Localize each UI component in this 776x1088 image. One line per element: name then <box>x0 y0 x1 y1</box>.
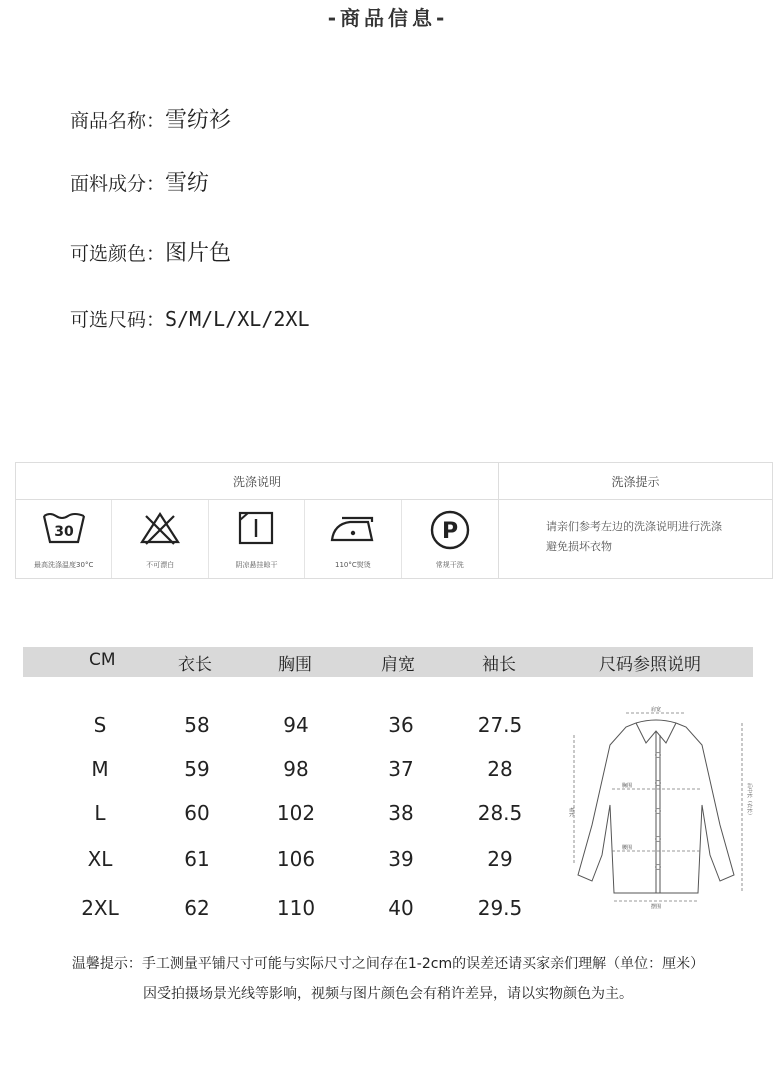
size-cell: 94 <box>283 713 309 737</box>
wash-30-icon <box>42 510 86 546</box>
page-title: -商品信息- <box>327 6 449 30</box>
header-shoulder: 肩宽 <box>381 655 415 675</box>
note-color: 因受拍摄场景光线等影响，视频与图片颜色会有稍许差异，请以实物颜色为主。 <box>143 986 633 1002</box>
size-cell: 40 <box>388 896 414 920</box>
care-cell <box>112 500 208 578</box>
care-cell <box>16 500 112 578</box>
size-cell: 27.5 <box>477 713 523 737</box>
info-row-size <box>70 305 310 332</box>
care-header-instructions: 洗涤说明 <box>16 463 499 500</box>
diagram-label-chest: 胸围 <box>622 783 633 789</box>
shirt-measurement-diagram <box>566 705 756 910</box>
size-cell: L <box>94 801 106 825</box>
diagram-label-sleeve: 袖长 <box>568 807 574 818</box>
size-table-header <box>23 647 753 677</box>
diagram-label-waist: 腰围 <box>622 845 633 851</box>
diagram-label-hem: 摆围 <box>650 904 662 910</box>
info-label: 面料成分： <box>70 173 166 195</box>
care-icons-row <box>16 500 499 578</box>
care-cell <box>402 500 498 578</box>
care-tip-line2: 避免损坏衣物 <box>546 540 612 553</box>
size-cell: 38 <box>388 801 414 825</box>
header-length: 衣长 <box>178 655 212 675</box>
size-cell: 61 <box>184 847 210 871</box>
info-label: 可选尺码： <box>70 309 166 331</box>
size-cell: 98 <box>283 757 309 781</box>
header-sleeve: 袖长 <box>482 655 516 675</box>
line-dry-icon <box>234 510 278 546</box>
wash-temp-number: 30 <box>53 524 74 540</box>
care-caption: 不可漂白 <box>146 561 175 569</box>
size-cell: S <box>93 713 107 737</box>
info-value: 图片色 <box>165 241 232 266</box>
size-cell: 28.5 <box>477 801 523 825</box>
size-cell: 2XL <box>81 896 119 920</box>
size-cell: 58 <box>184 713 210 737</box>
dry-clean-letter: P <box>441 519 458 544</box>
care-cell <box>209 500 305 578</box>
info-label: 可选颜色： <box>70 243 166 265</box>
size-cell: 39 <box>388 847 414 871</box>
info-value: 雪纺衫 <box>165 108 232 133</box>
size-cell: 29.5 <box>477 896 523 920</box>
header-size-reference: 尺码参照说明 <box>599 655 701 675</box>
care-cell <box>305 500 401 578</box>
size-cell: 106 <box>276 847 316 871</box>
size-cell: 59 <box>184 757 210 781</box>
header-cm: CM <box>89 650 116 670</box>
care-tip <box>546 517 756 557</box>
size-cell: XL <box>87 847 113 871</box>
info-row-name <box>70 103 231 134</box>
info-label: 商品名称： <box>70 110 166 132</box>
size-cell: 36 <box>388 713 414 737</box>
care-caption: 最高洗涤温度30°C <box>34 561 94 569</box>
care-header-tips: 洗涤提示 <box>499 463 772 500</box>
care-tip-line1: 请亲们参考左边的洗涤说明进行洗涤 <box>546 520 722 533</box>
info-row-color <box>70 236 231 267</box>
size-cell: 102 <box>276 801 316 825</box>
dry-clean-icon <box>428 510 472 550</box>
diagram-label-shoulder: 肩宽 <box>650 707 662 713</box>
info-value: S/M/L/XL/2XL <box>165 307 310 331</box>
size-cell: 60 <box>184 801 210 825</box>
care-table <box>15 462 773 579</box>
care-caption: 常规干洗 <box>435 561 464 569</box>
size-cell: 110 <box>276 896 316 920</box>
info-value: 雪纺 <box>165 171 210 196</box>
info-row-fabric <box>70 166 209 197</box>
care-caption: 阴凉悬挂晾干 <box>235 561 278 569</box>
size-cell: M <box>91 757 109 781</box>
note-measurement: 温馨提示：手工测量平铺尺寸可能与实际尺寸之间存在1-2cm的误差还请买家亲们理解（单位：厘米） <box>71 956 705 972</box>
size-cell: 62 <box>184 896 210 920</box>
size-cell: 28 <box>487 757 513 781</box>
iron-icon <box>328 510 378 546</box>
care-caption: 110°C熨烫 <box>334 561 371 569</box>
header-chest: 胸围 <box>278 655 312 675</box>
diagram-label-length: 后中长（衣长） <box>746 783 752 819</box>
size-cell: 29 <box>487 847 513 871</box>
size-cell: 37 <box>388 757 414 781</box>
no-bleach-icon <box>138 510 182 546</box>
